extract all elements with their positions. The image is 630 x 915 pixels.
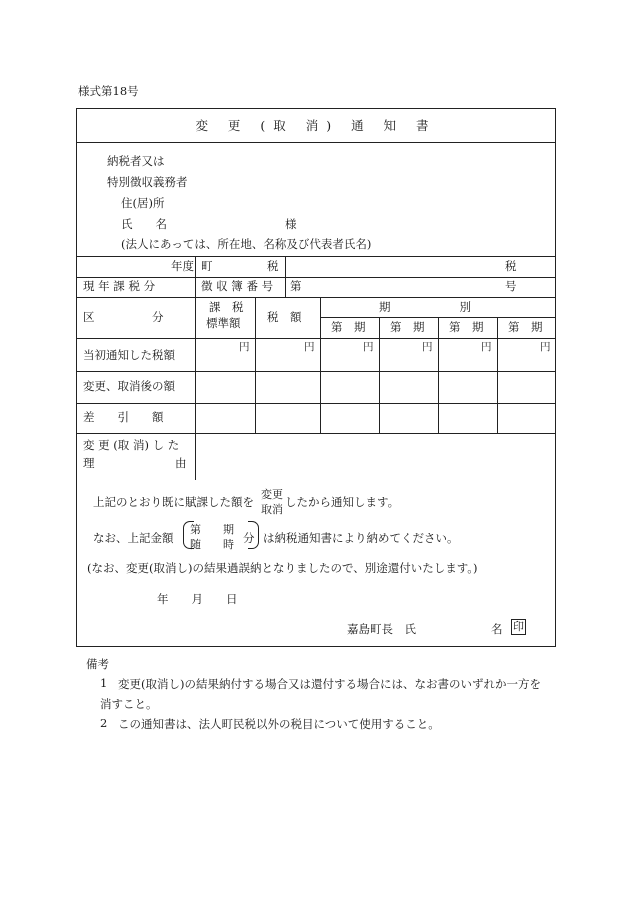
period-option: 第 期 — [190, 523, 234, 536]
honorific: 様 — [285, 217, 297, 231]
right-bracket — [248, 521, 259, 549]
anytime-option: 随 時 — [190, 538, 234, 551]
cancel-option: 取消 — [261, 503, 283, 516]
yen-unit: 円 — [304, 341, 315, 353]
yen-unit: 円 — [481, 341, 492, 353]
taxpayer-label: 納税者又は — [107, 154, 165, 168]
number-suffix: 号 — [505, 279, 517, 293]
seal-stamp: 印 — [513, 620, 524, 633]
corporation-note: (法人にあっては、所在地、名称及び代表者氏名) — [121, 237, 372, 251]
notice-body — [77, 480, 555, 646]
notice-line-1-end: したから通知します。 — [285, 495, 400, 509]
current-year-class-label: 現 年 課 税 分 — [83, 279, 156, 293]
tax-table — [77, 256, 555, 480]
remark-1-number: 1 — [100, 676, 108, 690]
town-label: 町 — [201, 259, 213, 273]
yen-unit: 円 — [422, 341, 433, 353]
period-column-1: 第 期 — [331, 320, 366, 334]
residence-label: 住(居)所 — [121, 196, 165, 210]
yen-unit: 円 — [363, 341, 374, 353]
form-number: 様式第18号 — [78, 84, 139, 98]
reason-label-1: 変 更 (取 消) し た — [83, 438, 180, 452]
remark-1-text: 変更(取消し)の結果納付する場合又は還付する場合には、なお書のいずれか一方を — [118, 677, 541, 691]
yen-unit: 円 — [540, 341, 551, 353]
amount-after-change-label: 変更、取消後の額 — [83, 379, 175, 393]
remarks-heading: 備考 — [86, 657, 109, 671]
refund-note: (なお、変更(取消し)の結果過誤納となりましたので、別途還付いたします。) — [87, 561, 478, 575]
withholder-label: 特別徴収義務者 — [107, 175, 188, 189]
category-label: 区 分 — [83, 310, 164, 324]
notice-line-2: なお、上記金額 — [93, 531, 174, 545]
remark-2-text: この通知書は、法人町民税以外の税目について使用すること。 — [118, 717, 440, 731]
remark-1-continued: 消すこと。 — [100, 697, 158, 711]
period-column-2: 第 期 — [390, 320, 425, 334]
change-option: 変更 — [261, 488, 283, 501]
period-label: 期 別 — [379, 300, 471, 314]
difference-label: 差 引 額 — [83, 410, 164, 424]
addressee-block — [77, 142, 555, 257]
tax-type-label: 税 — [505, 259, 517, 273]
notice-form — [76, 108, 556, 647]
tax-base-label-1: 課 税 — [209, 300, 244, 314]
notice-line-1: 上記のとおり既に賦課した額を — [93, 495, 254, 509]
fiscal-year-label: 年度 — [171, 259, 194, 273]
date-line: 年 月 日 — [157, 592, 238, 606]
initial-tax-label: 当初通知した税額 — [83, 348, 175, 362]
reason-label-2: 理 由 — [83, 456, 187, 470]
name-label: 氏 名 — [121, 217, 167, 231]
bun-suffix: 分 — [243, 531, 255, 545]
remark-2-number: 2 — [100, 716, 108, 730]
notice-line-2-end: は納税通知書により納めてください。 — [263, 531, 459, 545]
form-title: 変 更 (取 消) 通 知 書 — [77, 109, 555, 143]
tax-amount-label: 税 額 — [267, 310, 302, 324]
period-column-4: 第 期 — [508, 320, 543, 334]
period-column-3: 第 期 — [449, 320, 484, 334]
ledger-number-label: 徴 収 簿 番 号 — [201, 279, 274, 293]
tax-label: 税 — [267, 259, 279, 273]
tax-base-label-2: 標準額 — [206, 316, 241, 330]
yen-unit: 円 — [239, 341, 250, 353]
number-prefix: 第 — [290, 279, 302, 293]
mei-label: 名 — [491, 622, 503, 636]
mayor-name: 嘉島町長 氏 — [347, 622, 416, 636]
